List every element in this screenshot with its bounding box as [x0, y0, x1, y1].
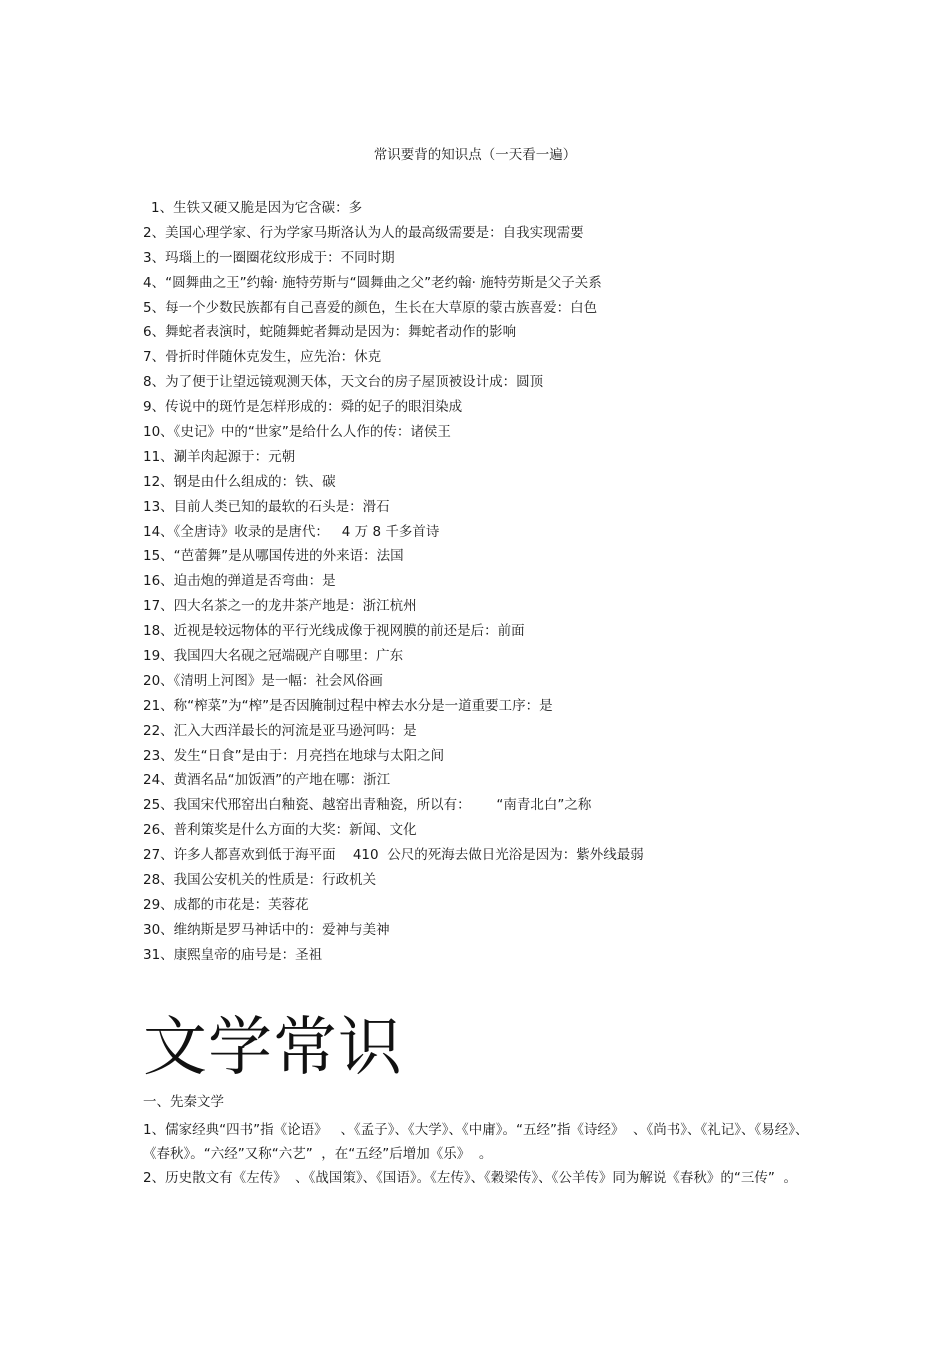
- list-item: 28、我国公安机关的性质是：行政机关: [143, 872, 377, 889]
- list-item: 31、康熙皇帝的庙号是：圣祖: [143, 946, 323, 963]
- list-item: 21、称“榨菜”为“榨”是否因腌制过程中榨去水分是一道重要工序：是: [143, 697, 553, 714]
- list-item: 1、生铁又硬又脆是因为它含碳：多: [151, 200, 363, 216]
- list-item: 26、普利策奖是什么方面的大奖：新闻、文化: [143, 822, 417, 839]
- list-item: 19、我国四大名砚之冠端砚产自哪里：广东: [143, 648, 404, 665]
- list-item: 27、许多人都喜欢到低于海平面 410 公尺的死海去做日光浴是因为：紫外线最弱: [143, 847, 644, 864]
- list-item: 20、《清明上河图》是一幅：社会风俗画: [143, 672, 383, 689]
- list-item: 9、传说中的斑竹是怎样形成的：舜的妃子的眼泪染成: [143, 399, 463, 416]
- list-item: 15、“芭蕾舞”是从哪国传进的外来语：法国: [143, 548, 404, 565]
- list-item: 30、维纳斯是罗马神话中的：爱神与美神: [143, 921, 390, 938]
- list-item: 23、发生“日食”是由于：月亮挡在地球与太阳之间: [143, 747, 445, 764]
- subsection-heading: 一、先秦文学: [143, 1094, 224, 1110]
- list-item: 25、我国宋代邢窑出白釉瓷、越窑出青釉瓷，所以有： “南青北白”之称: [143, 797, 592, 814]
- list-item: 29、成都的市花是：芙蓉花: [143, 896, 309, 913]
- section-heading: 文学常识: [143, 1011, 403, 1085]
- list-item: 4、“圆舞曲之王”约翰· 施特劳斯与“圆舞曲之父”老约翰· 施特劳斯是父子关系: [143, 274, 602, 291]
- list-item: 8、为了便于让望远镜观测天体，天文台的房子屋顶被设计成：圆顶: [143, 374, 544, 391]
- qa-list: [143, 196, 833, 968]
- list-item: 11、涮羊肉起源于：元朝: [143, 448, 296, 465]
- list-item: 24、黄酒名品“加饭酒”的产地在哪：浙江: [143, 772, 391, 789]
- list-item: 6、舞蛇者表演时，蛇随舞蛇者舞动是因为：舞蛇者动作的影响: [143, 324, 517, 341]
- list-item: 3、玛瑙上的一圈圈花纹形成于：不同时期: [143, 249, 395, 266]
- list-item: 17、四大名茶之一的龙井茶产地是：浙江杭州: [143, 598, 417, 615]
- paragraph: 1、儒家经典“四书”指《论语》 、《孟子》、《大学》、《中庸》。“五经”指《诗经》 、《尚书》、《礼记》、《易经》、《春秋》。“六经”又称“六艺” ，在“五经”后增加《乐》 。: [143, 1122, 809, 1162]
- list-item: 22、汇入大西洋最长的河流是亚马逊河吗：是: [143, 722, 417, 739]
- list-item: 5、每一个少数民族都有自己喜爱的颜色，生长在大草原的蒙古族喜爱：白色: [143, 299, 598, 316]
- list-item: 16、迫击炮的弹道是否弯曲：是: [143, 573, 336, 590]
- list-item: 7、骨折时伴随休克发生，应先治：休克: [143, 349, 382, 366]
- list-item: 13、目前人类已知的最软的石头是：滑石: [143, 498, 390, 515]
- list-item: 10、《史记》中的“世家”是给什么人作的传：诸侯王: [143, 424, 451, 441]
- list-item: 2、美国心理学家、行为学家马斯洛认为人的最高级需要是：自我实现需要: [143, 224, 584, 241]
- list-item: 14、《全唐诗》收录的是唐代： 4 万 8 千多首诗: [143, 523, 440, 540]
- page-title: 常识要背的知识点（一天看一遍）: [373, 147, 577, 163]
- list-item: 12、钢是由什么组成的：铁、碳: [143, 473, 336, 490]
- list-item: 18、近视是较远物体的平行光线成像于视网膜的前还是后：前面: [143, 623, 525, 640]
- paragraph: 2、历史散文有《左传》 、《战国策》、《国语》。《左传》、《穀梁传》、《公羊传》同为解说《春秋》的“三传” 。: [143, 1170, 797, 1186]
